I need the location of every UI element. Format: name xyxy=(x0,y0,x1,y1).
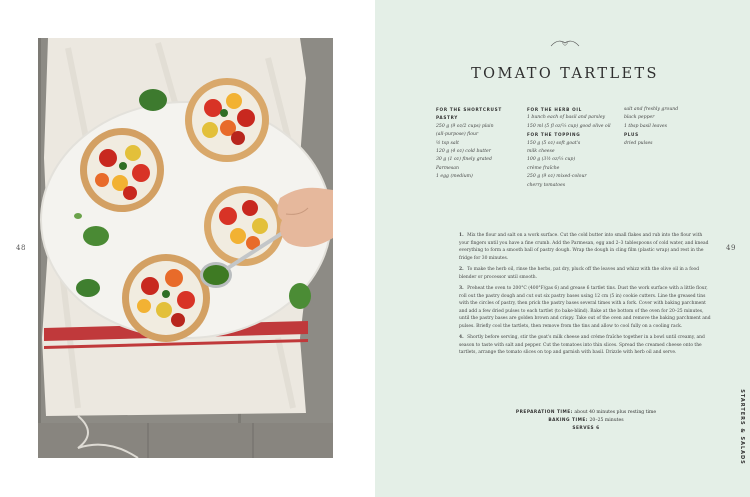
ingredient-line: 250 g (9 oz) mixed-colour xyxy=(527,174,587,180)
step-text: To make the herb oil, rinse the herbs, pat dry, pluck off the leaves and whizz with the olive oil in a food blender or processor until smooth. xyxy=(459,267,700,280)
prep-time-value: about 40 minutes plus resting time xyxy=(574,410,657,415)
recipe-title: TOMATO TARTLETS xyxy=(471,66,659,82)
bake-time-label: BAKING TIME: xyxy=(548,418,588,423)
ingredients-column-3 xyxy=(624,106,714,148)
ingredient-line: crème fraîche xyxy=(527,165,560,171)
ingredients-column-2 xyxy=(527,106,623,190)
tartlets-photo-illustration xyxy=(38,38,333,458)
step-text: Shortly before serving, stir the goat's milk cheese and crème fraîche together in a bowl until creamy, and season to taste with salt and pepper. Cut the tomatoes into thin slices. Spread the creamed cheese onto the tartlets, arrange the tomato slices on top and garnish with basil. Drizzle with herb oil and serve. xyxy=(459,335,705,355)
ingredient-line: 1 tbsp basil leaves xyxy=(624,123,667,129)
section-tab xyxy=(732,390,744,470)
method-step xyxy=(459,232,713,262)
bake-time xyxy=(459,417,713,425)
step-number: 2. xyxy=(459,267,464,272)
ingredient-line: 250 g (9 oz/2 cups) plain xyxy=(436,123,494,129)
ingredient-line: milk cheese xyxy=(527,149,555,155)
ingredient-line: cherry tomatoes xyxy=(527,182,566,188)
method-step xyxy=(459,285,713,330)
step-number: 4. xyxy=(459,335,464,340)
ingredients-heading-plus: PLUS xyxy=(624,132,639,138)
ingredient-line: black pepper xyxy=(624,115,655,121)
ingredients-heading-topping: FOR THE TOPPING xyxy=(527,132,581,138)
serves: SERVES 6 xyxy=(572,426,600,431)
ingredient-line: 30 g (1 oz) finely grated xyxy=(436,157,492,163)
ingredient-line: 100 g (3½ oz/⅓ cup) xyxy=(527,157,576,163)
ingredient-line: 120 g (4 oz) cold butter xyxy=(436,149,491,155)
recipe-times xyxy=(459,409,713,433)
page-number-left: 48 xyxy=(16,244,26,252)
step-text: Mix the flour and salt on a work surface. Cut the cold butter into small flakes and rub into the flour with your fingers until you have a fine crumb. Add the Parmesan, egg and 2–3 tablespoons of cold water, and knead everything to form a smooth ball of pastry dough. Wrap the dough in cling film (plastic wrap) and rest in the fridge for 30 minutes. xyxy=(459,233,709,261)
prep-time xyxy=(459,409,713,417)
ingredient-line: (all-purpose) flour xyxy=(436,132,479,138)
ingredient-line: ½ tsp salt xyxy=(436,140,459,146)
step-number: 1. xyxy=(459,233,464,238)
method-step xyxy=(459,266,713,281)
section-tab-label: STARTERS & SALADS xyxy=(738,389,745,465)
ingredient-line: 1 bunch each of basil and parsley xyxy=(527,115,606,121)
ingredient-line: dried pulses xyxy=(624,140,653,146)
tartlets-photo xyxy=(38,38,333,458)
ingredients-heading-herb-oil: FOR THE HERB OIL xyxy=(527,107,583,112)
heart-ornament-icon xyxy=(550,36,580,48)
ingredients-heading-pastry: FOR THE SHORTCRUST PASTRY xyxy=(436,107,502,121)
method-step xyxy=(459,334,713,357)
ingredient-line: 150 g (5 oz) soft goat's xyxy=(527,140,581,146)
ingredient-line: 150 ml (5 fl oz/⅔ cup) good olive oil xyxy=(527,123,611,129)
ingredient-line: 1 egg (medium) xyxy=(436,174,473,180)
bake-time-value: 20–25 minutes xyxy=(589,418,624,423)
ingredient-line: salt and freshly ground xyxy=(624,107,679,112)
method-steps xyxy=(459,232,713,361)
page-number-right: 49 xyxy=(726,244,736,252)
ingredient-line: Parmesan xyxy=(436,165,459,171)
step-number: 3. xyxy=(459,286,464,291)
ingredients-column-1 xyxy=(436,106,526,182)
prep-time-label: PREPARATION TIME: xyxy=(515,410,573,415)
step-text: Preheat the oven to 200°C (400°F/gas 6) and grease 6 tartlet tins. Dust the work surface with a little flour, roll out the pastry dough and cut out six pastry bases using 12 cm (5 in) cookie cutters. Line the greased tins with the circles of pastry, then prick the pastry bases several times with a fork. Cover with baking parchment and add a few dried pulses to each tartlet (to bake-blind). Bake at the bottom of the oven for 20–25 minutes, until the pastry bases are golden brown and crispy. Take out of the oven and remove the baking parchment and pulses. Briefly cool the tartlets, then remove from the tins and allow to cool fully on a cooling rack. xyxy=(459,286,711,329)
